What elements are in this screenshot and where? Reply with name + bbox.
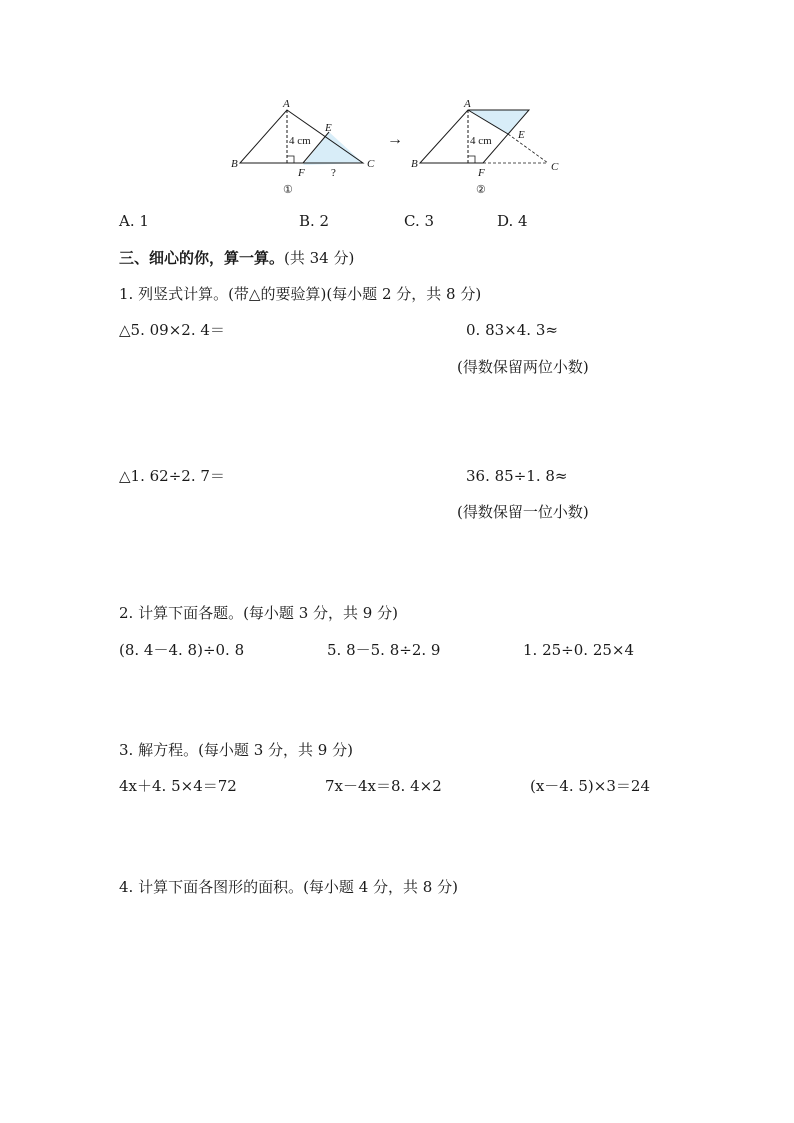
q1-item-4-note: (得数保留一位小数) bbox=[457, 503, 589, 521]
fig2-label-c: C bbox=[551, 161, 559, 173]
q1-title: 1. 列竖式计算。(带△的要验算)(每小题 2 分，共 8 分) bbox=[119, 285, 482, 303]
fig1-label-e: E bbox=[325, 122, 332, 134]
q3-item-3: (x－4. 5)×3＝24 bbox=[530, 777, 650, 795]
q1-item-2-note: (得数保留两位小数) bbox=[457, 358, 589, 376]
fig2-caption: ② bbox=[476, 184, 486, 196]
option-c: C. 3 bbox=[404, 212, 435, 230]
fig1-label-c: C bbox=[367, 158, 375, 170]
q2-item-2: 5. 8－5. 8÷2. 9 bbox=[327, 641, 441, 659]
fig1-question-mark: ? bbox=[331, 167, 336, 179]
triangle-to-parallelogram-figure bbox=[225, 92, 575, 202]
fig2-label-b: B bbox=[411, 158, 418, 170]
fig1-right-angle-mark bbox=[287, 156, 294, 163]
option-d: D. 4 bbox=[497, 212, 528, 230]
fig1-height-label: 4 cm bbox=[289, 135, 311, 147]
q3-title: 3. 解方程。(每小题 3 分，共 9 分) bbox=[119, 741, 353, 759]
section-3-title: 三、细心的你，算一算。 bbox=[119, 249, 285, 267]
q2-title: 2. 计算下面各题。(每小题 3 分，共 9 分) bbox=[119, 604, 398, 622]
fig2-label-f: F bbox=[478, 167, 485, 179]
fig1-shaded-triangle bbox=[303, 132, 363, 165]
section-3-heading bbox=[119, 248, 354, 268]
fig1-label-f: F bbox=[298, 167, 305, 179]
q2-item-1: (8. 4－4. 8)÷0. 8 bbox=[119, 641, 245, 659]
section-3-score: (共 34 分) bbox=[284, 249, 355, 267]
fig2-right-angle-mark bbox=[468, 156, 475, 163]
fig2-label-e: E bbox=[518, 129, 525, 141]
q1-item-1: △5. 09×2. 4＝ bbox=[119, 321, 225, 339]
q4-title: 4. 计算下面各图形的面积。(每小题 4 分，共 8 分) bbox=[119, 878, 458, 896]
fig2-dashed-ec bbox=[508, 134, 548, 163]
fig1-label-b: B bbox=[231, 158, 238, 170]
option-b: B. 2 bbox=[299, 212, 330, 230]
q2-item-3: 1. 25÷0. 25×4 bbox=[523, 641, 635, 659]
fig1-label-a: A bbox=[283, 98, 290, 110]
q1-item-4: 36. 85÷1. 8≈ bbox=[466, 467, 568, 485]
option-a: A. 1 bbox=[119, 212, 149, 230]
arrow-icon: → bbox=[387, 131, 403, 148]
q3-item-1: 4x＋4. 5×4＝72 bbox=[119, 777, 237, 795]
q1-item-2: 0. 83×4. 3≈ bbox=[466, 321, 558, 339]
fig1-caption: ① bbox=[283, 184, 293, 196]
fig2-height-label: 4 cm bbox=[470, 135, 492, 147]
q3-item-2: 7x－4x＝8. 4×2 bbox=[325, 777, 442, 795]
q1-item-3: △1. 62÷2. 7＝ bbox=[119, 467, 225, 485]
fig2-label-a: A bbox=[464, 98, 471, 110]
